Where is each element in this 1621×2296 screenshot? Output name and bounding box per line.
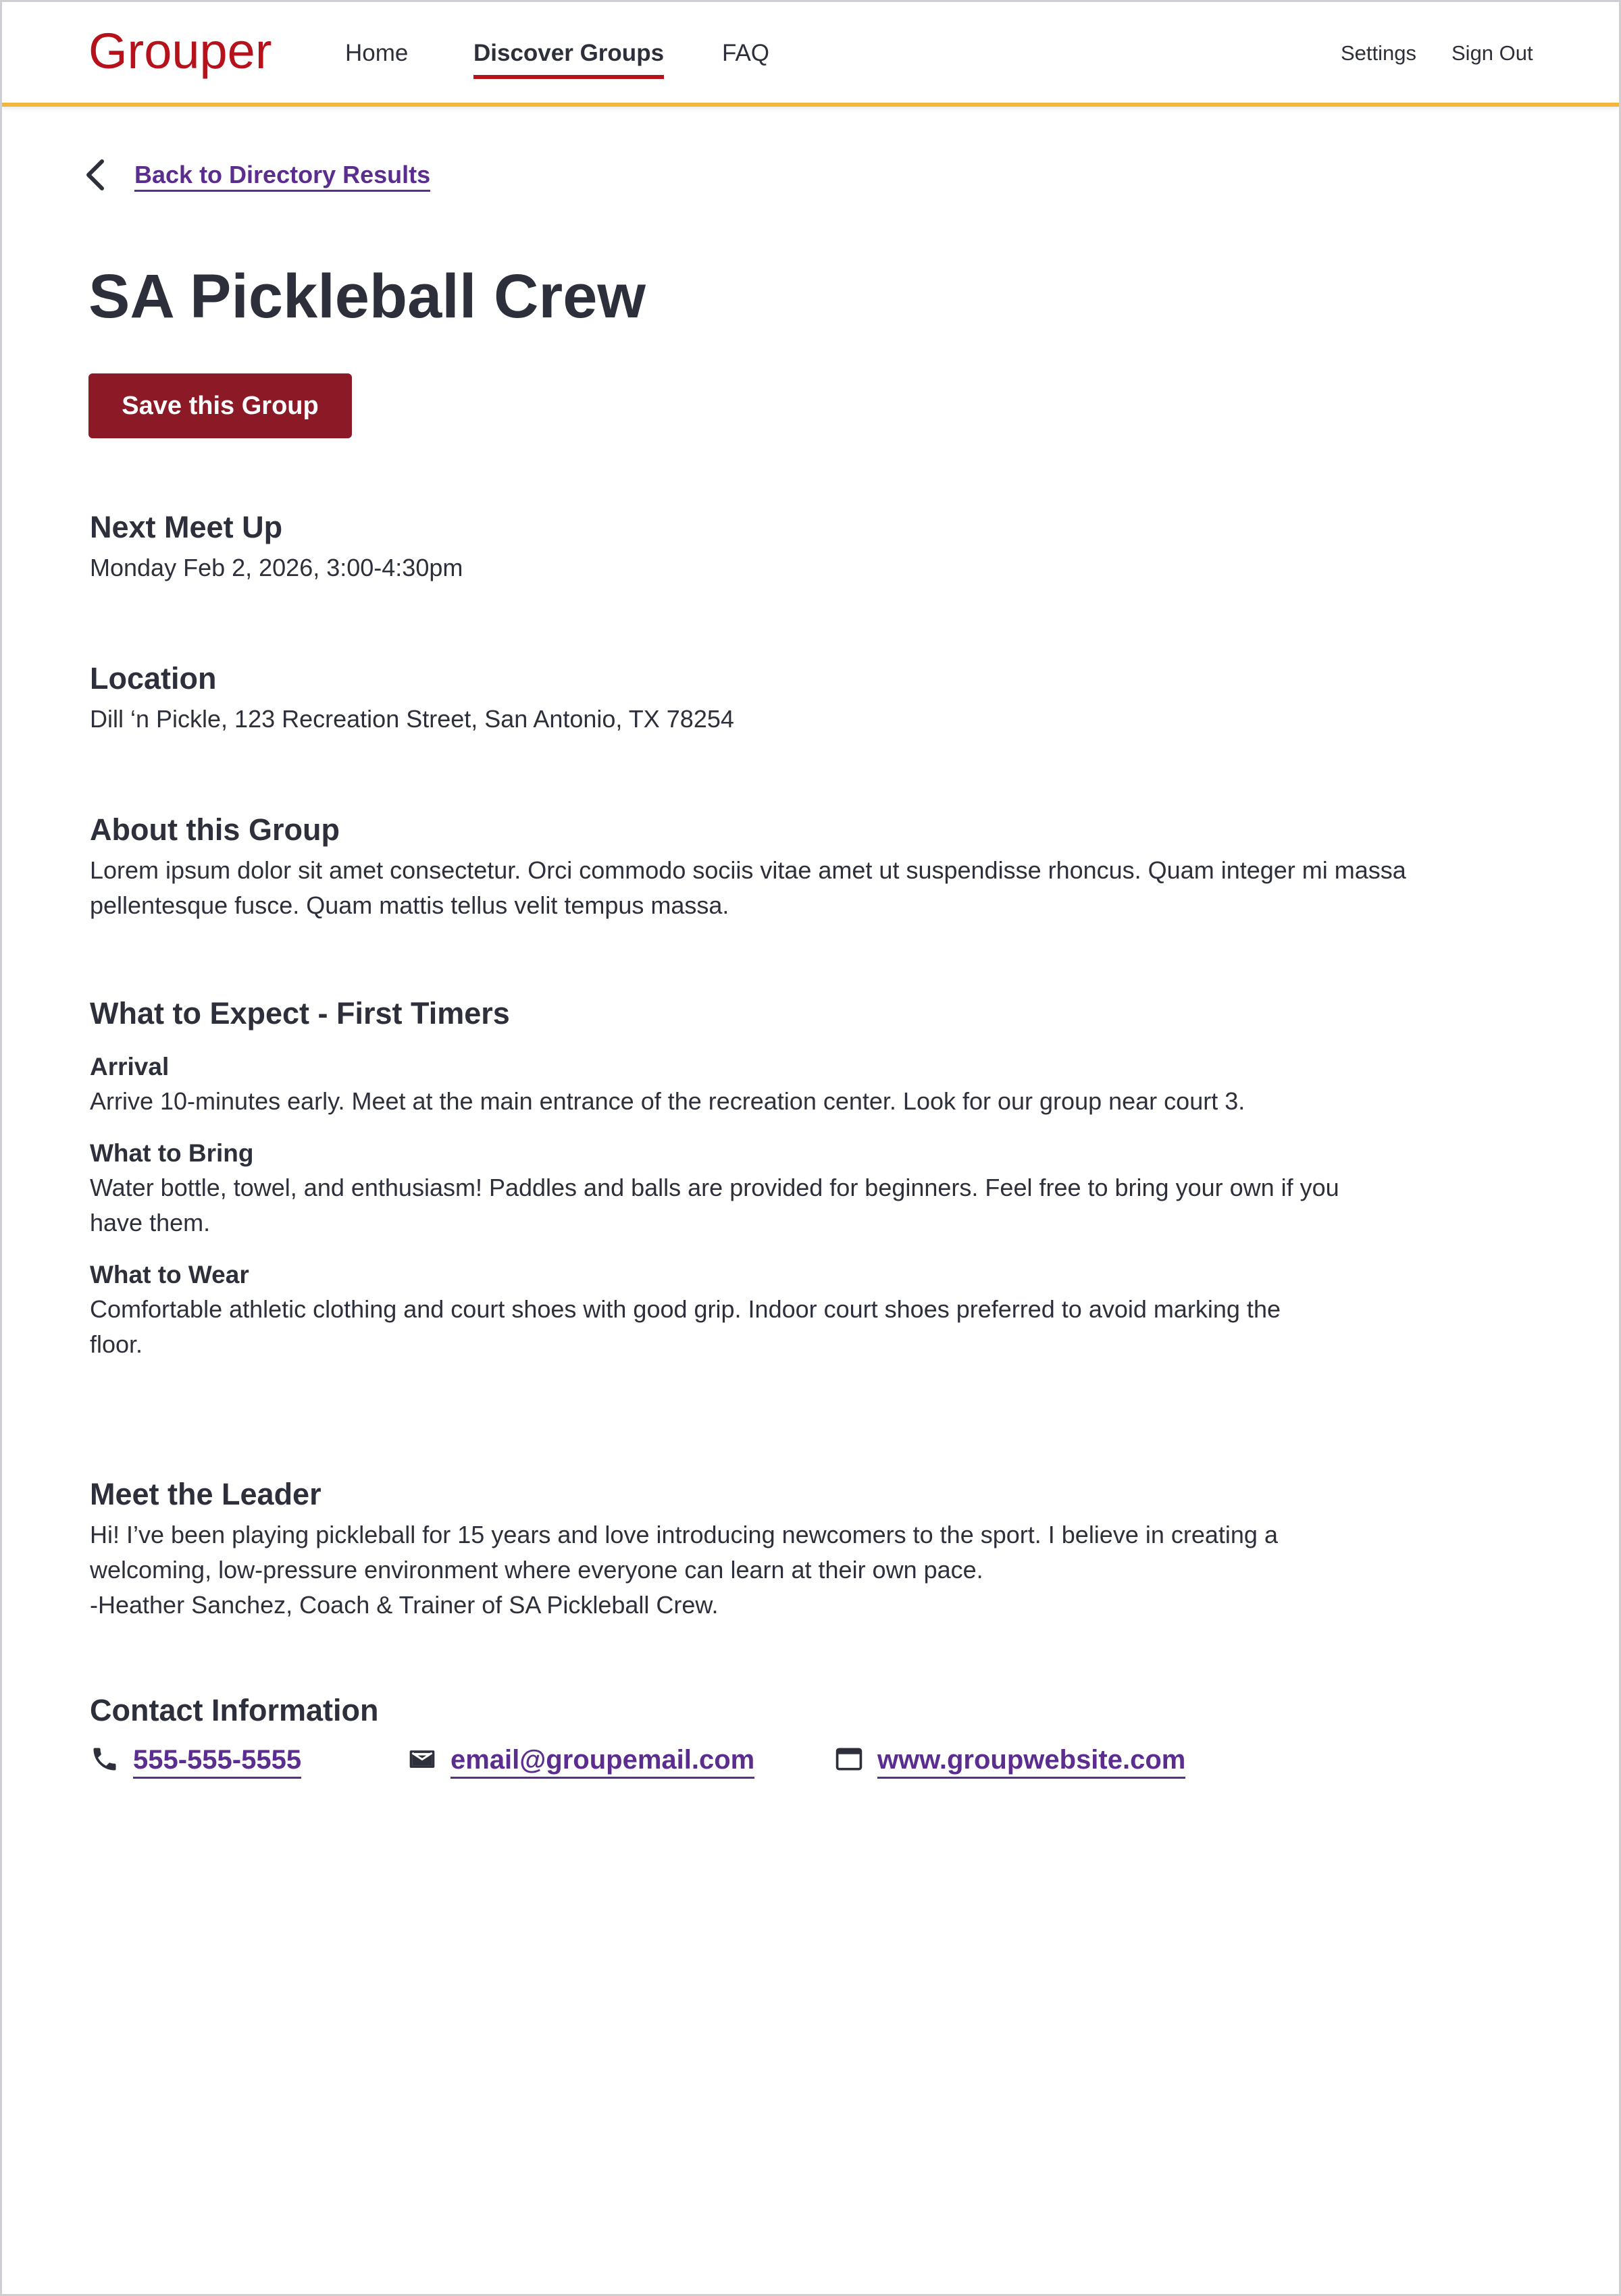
leader-signature: -Heather Sanchez, Coach & Trainer of SA Pickleball Crew.	[90, 1591, 719, 1619]
page-title: SA Pickleball Crew	[88, 262, 646, 331]
expect-item-title: What to Bring	[90, 1139, 254, 1167]
expect-item-text: Water bottle, towel, and enthusiasm! Paddles and balls are provided for beginners. Feel free to bring your own if you have them.	[90, 1174, 1339, 1236]
phone-link[interactable]: 555-555-5555	[133, 1743, 301, 1779]
chevron-left-icon[interactable]	[83, 157, 107, 192]
about-section	[90, 810, 1441, 923]
save-group-button[interactable]: Save this Group	[88, 373, 352, 438]
expect-item-what-to-bring	[90, 1137, 1441, 1241]
contact-information-section	[90, 1690, 1441, 1788]
nav-home-link[interactable]: Home	[345, 40, 409, 66]
section-heading: Next Meet Up	[90, 510, 283, 544]
section-heading: Contact Information	[90, 1693, 379, 1727]
location-value: Dill ‘n Pickle, 123 Recreation Street, San Antonio, TX 78254	[90, 705, 734, 733]
meet-the-leader-section	[90, 1474, 1441, 1623]
back-to-directory-link[interactable]: Back to Directory Results	[134, 160, 430, 192]
sign-out-link[interactable]: Sign Out	[1451, 41, 1533, 65]
nav-discover-groups-link[interactable]: Discover Groups	[473, 40, 665, 66]
expect-item-text: Arrive 10-minutes early. Meet at the main entrance of the recreation center. Look for our group near court 3.	[90, 1087, 1245, 1115]
email-link[interactable]: email@groupemail.com	[451, 1743, 754, 1779]
top-navigation-bar	[2, 2, 1619, 107]
next-meetup-section	[90, 507, 1441, 585]
section-heading: About this Group	[90, 812, 340, 847]
what-to-expect-section	[90, 993, 1441, 1362]
leader-quote: Hi! I’ve been playing pickleball for 15 years and love introducing newcomers to the sport. I believe in creating a welcoming, low-pressure environment where everyone can learn at their own pace.	[90, 1521, 1278, 1584]
next-meetup-value: Monday Feb 2, 2026, 3:00-4:30pm	[90, 554, 463, 581]
expect-item-title: Arrival	[90, 1053, 170, 1080]
section-heading: Meet the Leader	[90, 1477, 321, 1511]
section-heading: Location	[90, 661, 217, 696]
expect-item-arrival	[90, 1050, 1441, 1119]
settings-link[interactable]: Settings	[1341, 41, 1417, 65]
phone-icon	[90, 1744, 120, 1774]
expect-item-text: Comfortable athletic clothing and court shoes with good grip. Indoor court shoes preferred to avoid marking the floor.	[90, 1295, 1281, 1358]
nav-faq-link[interactable]: FAQ	[722, 40, 770, 66]
browser-window-icon	[834, 1744, 864, 1774]
website-link[interactable]: www.groupwebsite.com	[877, 1743, 1185, 1779]
grouper-logo[interactable]: Grouper	[88, 23, 272, 79]
contact-links-row	[90, 1740, 1441, 1788]
expect-item-title: What to Wear	[90, 1261, 249, 1288]
expect-item-what-to-wear	[90, 1258, 1441, 1362]
location-section	[90, 658, 1441, 737]
section-heading: What to Expect - First Timers	[90, 996, 510, 1030]
mail-icon	[407, 1744, 437, 1774]
about-text: Lorem ipsum dolor sit amet consectetur. Orci commodo sociis vitae amet ut suspendisse rhoncus. Quam integer mi massa pellentesque fusce. Quam mattis tellus velit tempus massa.	[90, 856, 1406, 919]
